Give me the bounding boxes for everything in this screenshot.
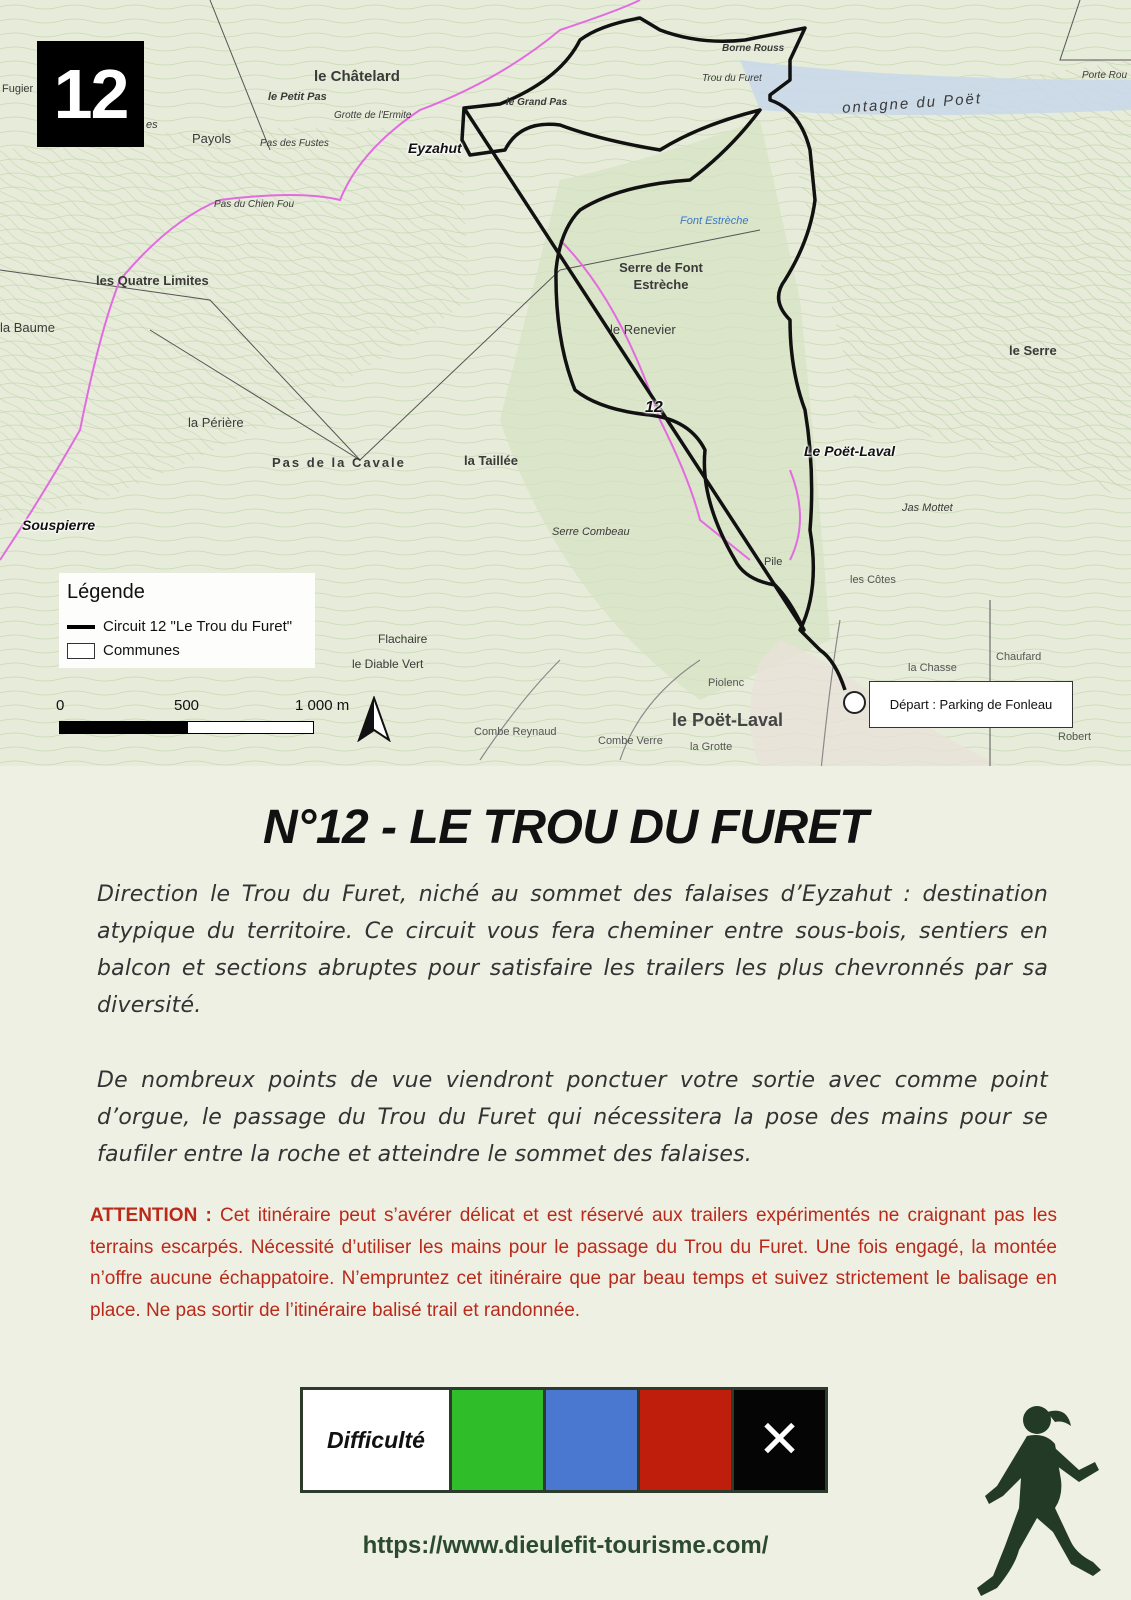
page-title: N°12 - LE TROU DU FURET: [262, 801, 869, 854]
place-label: le Renevier: [610, 322, 676, 337]
place-label: Jas Mottet: [902, 502, 953, 514]
place-label: Serre Combeau: [552, 526, 630, 538]
difficulty-green-swatch: [452, 1390, 543, 1490]
warning-label: ATTENTION :: [90, 1205, 212, 1226]
difficulty-red-swatch: [640, 1390, 731, 1490]
commune-label-poet-laval: Le Poët-Laval: [804, 443, 896, 459]
town-label: le Poët-Laval: [672, 710, 784, 730]
map-legend: [59, 573, 315, 668]
place-label: Piolenc: [708, 677, 745, 689]
place-label: Font Estrèche: [680, 215, 749, 227]
topographic-map: [0, 0, 1131, 766]
difficulty-blue-swatch: [546, 1390, 637, 1490]
place-label: Borne Rouss: [722, 43, 785, 54]
runner-silhouette-icon: [975, 1400, 1125, 1600]
difficulty-scale: [300, 1387, 828, 1493]
place-label: la Périère: [188, 415, 244, 430]
start-point-marker: [843, 691, 866, 714]
route-number-badge: 12: [37, 41, 144, 147]
place-label: la Grotte: [690, 741, 733, 753]
legend-title: Légende: [67, 581, 145, 603]
place-label: Payols: [192, 131, 232, 146]
place-label: ontagne du Poët: [841, 90, 983, 117]
place-label: les Côtes: [850, 574, 896, 586]
circuit-line-icon: [67, 625, 95, 629]
warning-text: [90, 1200, 1057, 1326]
scale-segment-light: [187, 721, 314, 734]
scale-label-mid: 500: [174, 697, 200, 714]
commune-label-eyzahut: Eyzahut: [408, 140, 462, 156]
legend-item-circuit: [67, 618, 292, 635]
scale-label-max: 1 000 m: [295, 697, 350, 714]
start-point-label: Départ : Parking de Fonleau: [869, 681, 1073, 728]
description-paragraph-1: Direction le Trou du Furet, niché au sommet des falaises d’Eyzahut : destination atypique du territoire. Ce circuit vous fera cheminer entre sous-bois, sentiers en balcon et sections abruptes pour satisfaire les trailers les plus chevronnés par sa diversité.: [97, 882, 1048, 1018]
place-label: les Quatre Limites: [96, 273, 209, 288]
place-label: la Taillée: [464, 453, 518, 468]
route-marker-label: 12: [645, 399, 663, 416]
place-label: Porte Rou: [1082, 70, 1128, 81]
north-arrow-icon: [356, 696, 392, 742]
place-label: le Diable Vert: [352, 657, 424, 671]
selected-cross-icon: ✕: [757, 1410, 802, 1470]
place-label: le Serre: [1009, 343, 1057, 358]
difficulty-label: Difficulté: [303, 1390, 449, 1490]
difficulty-black-swatch: [734, 1390, 825, 1490]
place-label: Serre de Font Estrèche: [619, 260, 703, 292]
legend-communes-label: Communes: [103, 642, 180, 659]
place-label: la Baume: [0, 320, 55, 335]
place-label: Grotte de l'Ermite: [334, 110, 412, 121]
place-label: Pas du Chien Fou: [214, 199, 295, 210]
warning-body: Cet itinéraire peut s’avérer délicat et est réservé aux trailers expérimentés ne craignant pas les terrains escarpés. Nécessité d’utiliser les mains pour le passage du Trou du Furet. Une fois engagé, la montée n’offre aucune échappatoire. N’empruntez cet itinéraire que par beau temps et suivez strictement le balisage en place. Ne pas sortir de l’itinéraire balisé trail et randonnée.: [90, 1205, 1057, 1321]
place-label: le Châtelard: [314, 68, 400, 85]
description-paragraph-2: De nombreux points de vue viendront ponctuer votre sortie avec comme point d’orgue, le passage du Trou du Furet qui nécessitera la pose des mains pour se faufiler entre la roche et atteindre le sommet des falaises.: [97, 1068, 1048, 1167]
website-url[interactable]: https://www.dieulefit-tourisme.com/: [362, 1532, 769, 1559]
place-label: Combe Verre: [598, 735, 663, 747]
legend-item-communes: [67, 642, 180, 659]
place-label: Trou du Furet: [702, 73, 762, 84]
place-label: la Chasse: [908, 662, 957, 674]
commune-label-souspierre: Souspierre: [22, 517, 96, 533]
place-label: Robert: [1058, 731, 1092, 743]
scale-segment-dark: [59, 721, 189, 734]
place-label: Pas des Fustes: [260, 138, 329, 149]
place-label: Fugier: [2, 83, 34, 95]
commune-box-icon: [67, 643, 95, 659]
place-label: Pile: [764, 556, 783, 568]
place-label: le Grand Pas: [506, 97, 568, 108]
place-label: Flachaire: [378, 632, 428, 646]
legend-circuit-label: Circuit 12 "Le Trou du Furet": [103, 618, 293, 635]
place-label: es: [146, 119, 158, 131]
place-label: Combe Reynaud: [474, 726, 557, 738]
place-label: Pas de la Cavale: [272, 455, 406, 470]
place-label: Chaufard: [996, 651, 1042, 663]
scale-label-zero: 0: [56, 697, 65, 714]
place-label: le Petit Pas: [268, 91, 327, 103]
